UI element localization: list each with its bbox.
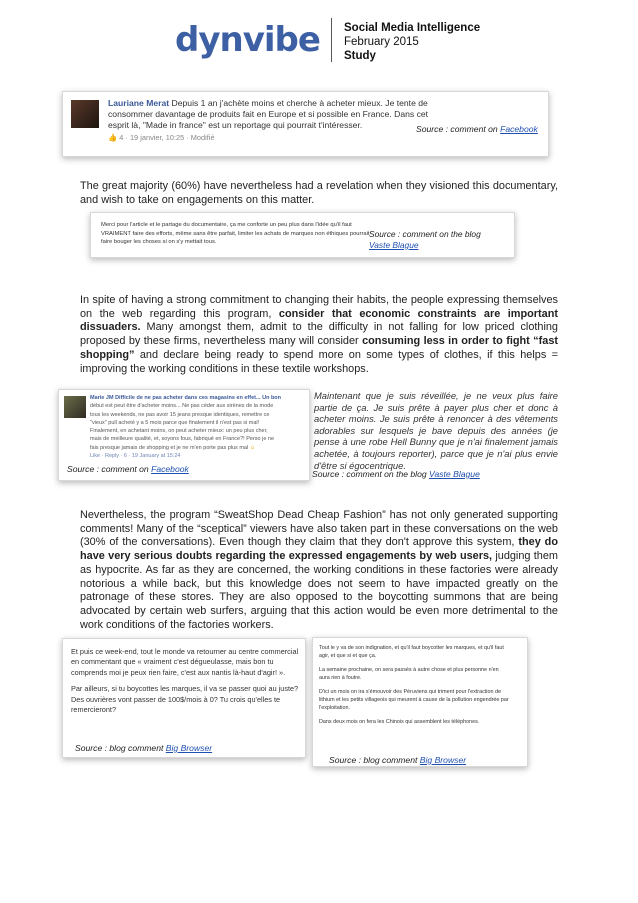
comment-meta: 👍 4 · 19 janvier, 10:25 · Modifié bbox=[108, 132, 215, 142]
comment-author[interactable]: Lauriane Merat bbox=[108, 98, 170, 108]
source-caption: Source : blog comment Big Browser bbox=[329, 755, 467, 765]
header-study: Study bbox=[344, 50, 376, 62]
comment-meta[interactable]: Like · Reply · 6 · 19 January at 15:24 bbox=[90, 453, 181, 460]
comment-text: Marie JM Difficile de ne pas acheter dans ces magasins en effet... Un bon début est peut être d'acheter moins... Ne pas céder aux sirènes de la mode tous les weekends, ne pas avoir 15 jeans presque identiques, remettre ce "vieux" pull acheté y a 5 mois parce que finalement il n'est pas si mal! Finalement, en achetant moins, on peut acheter mieux: un peu plus cher, mais de meilleure qualité, et, soyons fous, fabriqué en France?! Perso je ne fais presque jamais de shopping et je ne m'en porte pas plus mal ☺ Like · Reply · 6 · 19 January at 15:24 bbox=[90, 394, 306, 460]
thumbs-up-icon[interactable]: 👍 bbox=[108, 132, 118, 142]
paragraph: The great majority (60%) have nevertheless had a revelation when they visioned this documentary, and wish to take on engagements on this matter. bbox=[80, 180, 558, 206]
source-link[interactable]: Facebook bbox=[500, 124, 538, 134]
smiley-icon: ☺ bbox=[249, 444, 256, 451]
source-link[interactable]: Big Browser bbox=[165, 743, 213, 753]
source-caption: Source : blog comment Big Browser bbox=[75, 743, 213, 753]
blog-comment-card bbox=[312, 637, 528, 767]
paragraph: In spite of having a strong commitment to changing their habits, the people expressing themselves on the web regarding this program, consider that economic constraints are important dissuaders. Many amongst them, admit to the difficulty in not falling for low priced clothing proposed by these firms, nevertheless many will consider consuming less in order to fight “fast shopping” and declare being ready to spend more on some types of clothes, if this helps = improving the working conditions in these textile workshops. bbox=[80, 294, 558, 375]
source-caption: Source : comment on Facebook bbox=[67, 464, 189, 474]
blog-comment-text: Merci pour l'article et le partage du documentaire, ça me conforte un peu plus dans l'idée qu'il faut VRAIMENT faire des efforts, même sans être parfait, limiter les achats de marques non éthiques pourrait faire bouger les choses si on s'y mettait tous. bbox=[101, 222, 370, 246]
blog-comment-card bbox=[62, 638, 306, 758]
source-caption: Source : comment on Facebook bbox=[416, 124, 538, 134]
source-caption: Source : comment on the blog Vaste Blague bbox=[312, 469, 480, 479]
source-link[interactable]: Vaste Blague bbox=[369, 240, 419, 250]
avatar bbox=[71, 100, 99, 128]
blog-comment-text: Et puis ce week-end, tout le monde va retourner au centre commercial en commentant que « vraiment c'est dégueulasse, mais bon tu comprends moi je peux rien faire, c'est aux nantis là-haut d'agir! ». Par ailleurs, si tu boycottes les marques, il va se passer quoi au juste? Des ouvrières vont passer de 100$/mois à 0? Tu crois qu'elles te remercieront? bbox=[71, 647, 299, 715]
paragraph: Nevertheless, the program “SweatShop Dead Cheap Fashion” has not only generated supporting comments! Many of the “sceptical” viewers have also taken part in these conversations on the web (30% of the conversations). Even though they claim that they don't approve this system, they do have very serious doubts regarding the expressed engagements by web users, judging them as hypocrite. As far as they are concerned, the working conditions in these factories were already notorious a while back, but this knowledge does not seem to have impacted greatly on the patronage of these stores. They are also opposed to the boycotting summons that are being advocated by certain web surfers, arguing that this action would be even more detrimental to the work conditions of the factories workers. bbox=[80, 509, 558, 631]
avatar bbox=[64, 396, 86, 418]
header-title: Social Media Intelligence bbox=[344, 22, 481, 34]
comment-line: consommer davantage de produits fait en Europe et si possible en France. Dans cet bbox=[108, 109, 429, 120]
header-date: February 2015 bbox=[344, 36, 419, 48]
blog-comment-text: Tout le y va de son indignation, et qu'il faut boycotter les marques, et qu'il faut agir, et que si et que ça. La semaine prochaine, on sera passés à autre chose et plus personne n'en aura rien à foutre. D'ici un mois on ira s'émouvoir des Péruviens qui triment pour l'extraction de lithium et les petits villageois qui meurent à cause de la pollution engendrée par l'exploitation. Dans deux mois on fera les Chinois qui assemblent les téléphones. bbox=[319, 645, 509, 725]
facebook-comment-card bbox=[58, 389, 310, 481]
blog-comment-card bbox=[90, 212, 515, 258]
dynvibe-logo: dynvibe bbox=[175, 20, 320, 60]
comment-line: Lauriane Merat Depuis 1 an j'achète moins et cherche à acheter mieux. Je tente de bbox=[108, 98, 428, 108]
facebook-comment-card bbox=[62, 91, 549, 157]
header-divider bbox=[331, 18, 332, 62]
blog-quote: Maintenant que je suis réveillée, je ne veux plus faire partie de ça. Je suis prête à payer plus cher et donc à acheter moins. Je suis prête à renoncer à des vêtements adorables sur lesquels je bave depuis des années (je pense à une robe Hell Bunny que je n'ai finalement jamais achetée, à toujours reporter), parce que je n'ai plus envie d'être si égocentrique. bbox=[314, 390, 558, 471]
source-link[interactable]: Facebook bbox=[151, 464, 189, 474]
source-link[interactable]: Big Browser bbox=[419, 755, 467, 765]
source-caption: Source : comment on the blog Vaste Blague bbox=[369, 229, 481, 250]
source-link[interactable]: Vaste Blague bbox=[429, 469, 480, 479]
comment-line: esprit là, "Made in france" est un reportage qui pourrait t'intéresser. bbox=[108, 120, 363, 131]
